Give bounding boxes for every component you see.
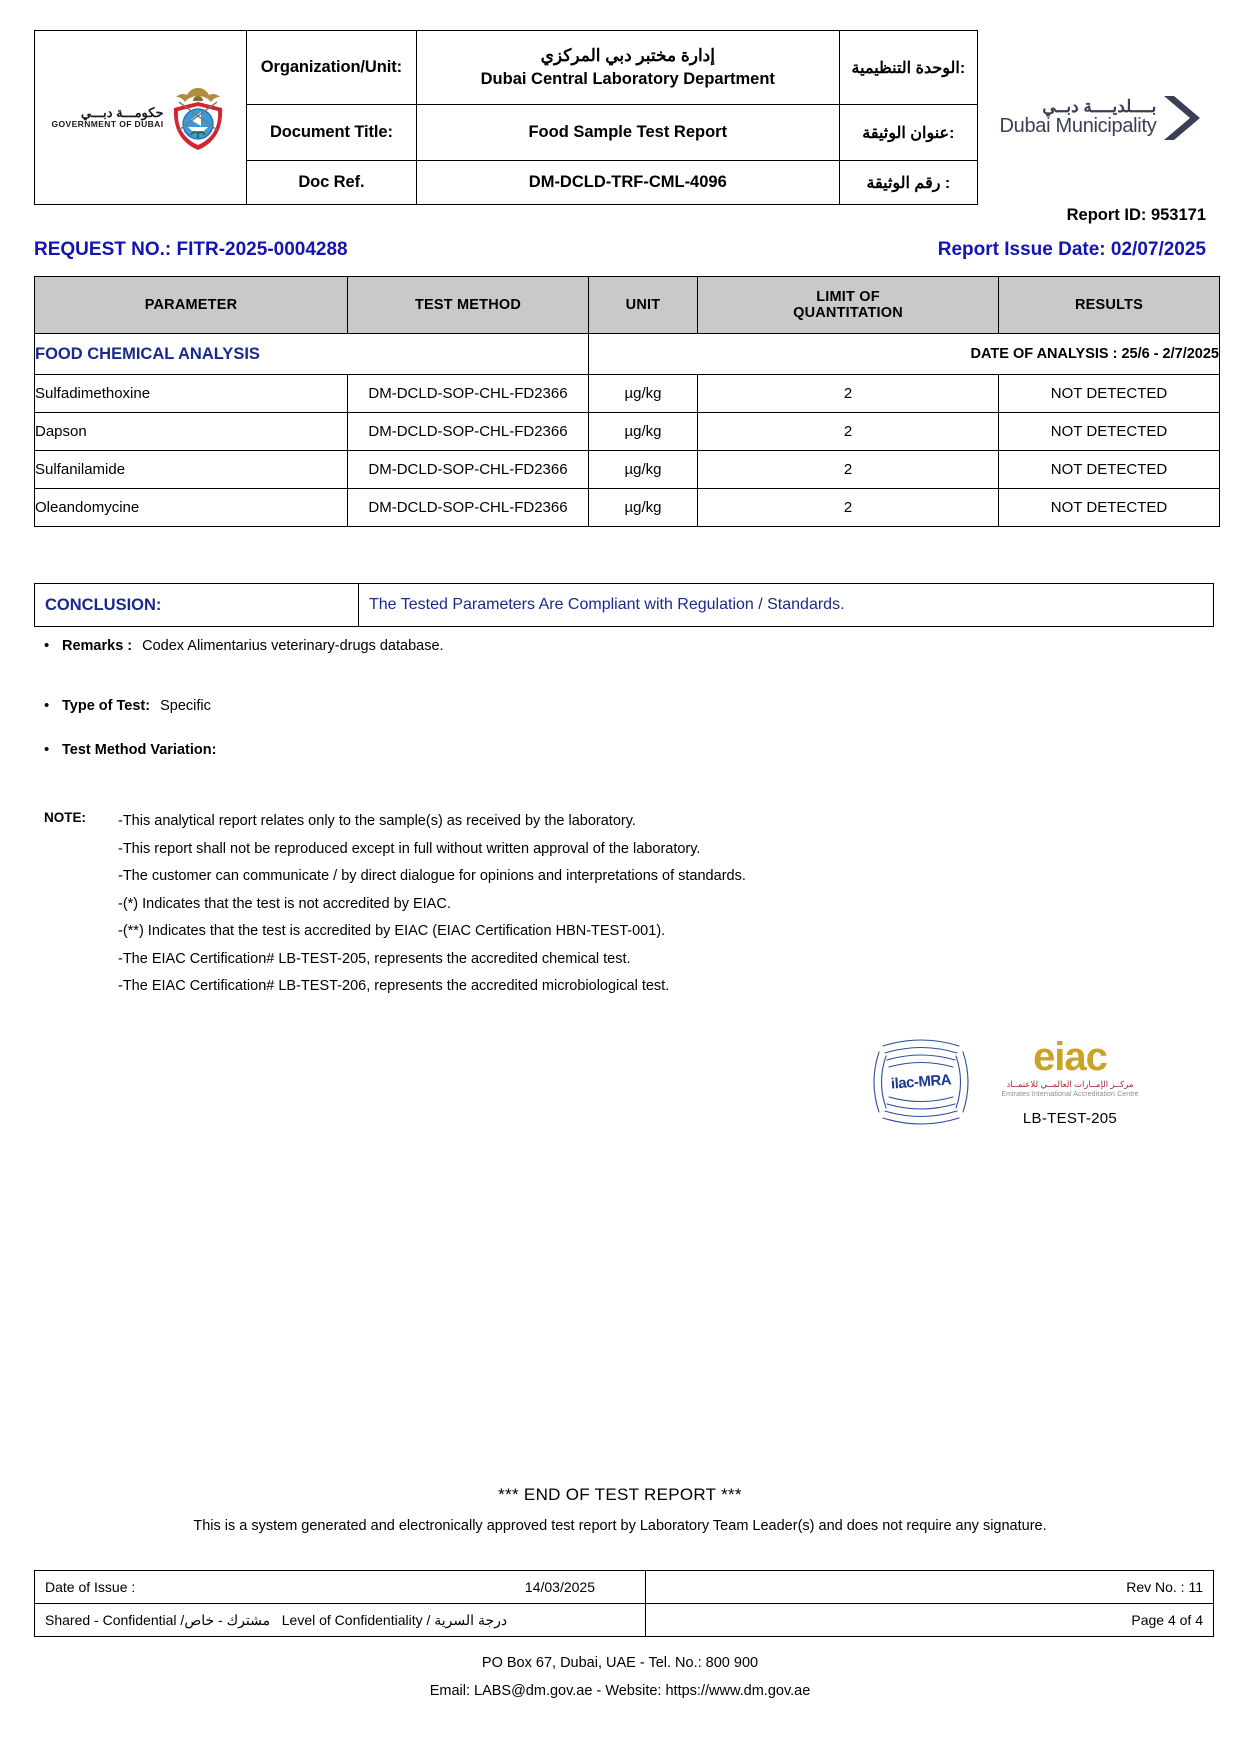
cell-result: NOT DETECTED xyxy=(999,375,1220,413)
cell-test-method: DM-DCLD-SOP-CHL-FD2366 xyxy=(348,413,589,451)
cell-test-method: DM-DCLD-SOP-CHL-FD2366 xyxy=(348,375,589,413)
bullet-dot-icon: • xyxy=(44,697,50,714)
uae-emblem-icon xyxy=(167,82,229,154)
note-line: -The EIAC Certification# LB-TEST-205, represents the accredited chemical test. xyxy=(118,950,631,967)
col-header-parameter: PARAMETER xyxy=(35,277,348,334)
cell-loq: 2 xyxy=(698,451,999,489)
bullet-dot-icon: • xyxy=(44,741,50,758)
dm-chevron-icon xyxy=(1160,94,1202,142)
cell-result: NOT DETECTED xyxy=(999,489,1220,527)
cell-parameter: Oleandomycine xyxy=(35,489,348,527)
bullet-remarks xyxy=(44,638,1144,654)
section-header-row xyxy=(35,334,1220,375)
conclusion-text: The Tested Parameters Are Compliant with Regulation / Standards. xyxy=(359,584,1214,627)
note-lines xyxy=(118,808,1068,1001)
eiac-arabic-subtitle: مركــز الإمــارات العالمــي للاعتمــاد xyxy=(1006,1079,1134,1089)
confidentiality-ar-2: درجة السرية xyxy=(434,1611,508,1628)
accreditation-logos xyxy=(865,1022,1165,1142)
cell-loq: 2 xyxy=(698,413,999,451)
bullet-type-of-test xyxy=(44,698,1144,714)
table-row xyxy=(35,375,1220,413)
cell-unit: µg/kg xyxy=(589,451,698,489)
bullet-test-method-variation xyxy=(44,742,1144,758)
footer-table xyxy=(34,1570,1214,1637)
footer-row-date-of-issue xyxy=(35,1571,1214,1604)
organization-arabic: إدارة مختبر دبي المركزي xyxy=(540,46,715,65)
eiac-wordmark: eiac xyxy=(1033,1035,1107,1079)
header-value-organization xyxy=(416,31,839,105)
document-header xyxy=(34,30,1214,205)
loq-line-2: QUANTITATION xyxy=(793,305,903,321)
loq-line-1: LIMIT OF xyxy=(816,289,880,305)
note-line: -This report shall not be reproduced except in full without written approval of the laboratory. xyxy=(118,840,701,857)
note-line: -(*) Indicates that the test is not accredited by EIAC. xyxy=(118,895,451,912)
government-of-dubai-logo-cell xyxy=(35,31,247,205)
date-of-issue-label: Date of Issue : xyxy=(45,1579,136,1595)
cell-unit: µg/kg xyxy=(589,489,698,527)
col-header-test-method: TEST METHOD xyxy=(348,277,589,334)
date-of-issue-value: 14/03/2025 xyxy=(524,1579,595,1595)
note-line: -This analytical report relates only to the sample(s) as received by the laboratory. xyxy=(118,813,636,829)
cell-test-method: DM-DCLD-SOP-CHL-FD2366 xyxy=(348,489,589,527)
conclusion-row xyxy=(35,584,1214,627)
note-label: NOTE: xyxy=(44,810,86,825)
cell-result: NOT DETECTED xyxy=(999,413,1220,451)
dm-logo-text xyxy=(1000,98,1157,137)
header-row-organization xyxy=(35,31,978,105)
results-header-row xyxy=(35,277,1220,334)
report-issue-date: Report Issue Date: 02/07/2025 xyxy=(937,239,1206,260)
cell-test-method: DM-DCLD-SOP-CHL-FD2366 xyxy=(348,451,589,489)
results-table-body xyxy=(35,334,1220,527)
dubai-municipality-logo-cell xyxy=(978,30,1214,205)
gov-logo-text xyxy=(52,106,164,130)
cell-unit: µg/kg xyxy=(589,375,698,413)
ilac-mra-label: ilac-MRA xyxy=(890,1071,952,1093)
cell-result: NOT DETECTED xyxy=(999,451,1220,489)
request-number: REQUEST NO.: FITR-2025-0004288 xyxy=(34,239,348,260)
results-table xyxy=(34,276,1220,527)
end-of-report-text: *** END OF TEST REPORT *** xyxy=(498,1485,742,1504)
gov-logo-arabic: حكومـــة دبـــي xyxy=(80,104,164,120)
note-line: -(**) Indicates that the test is accredited by EIAC (EIAC Certification HBN-TEST-001). xyxy=(118,923,666,940)
remarks-label: Remarks : xyxy=(62,638,133,654)
cell-loq: 2 xyxy=(698,375,999,413)
header-label-organization: Organization/Unit: xyxy=(247,31,417,105)
section-title-food-chemical-analysis: FOOD CHEMICAL ANALYSIS xyxy=(35,334,589,375)
header-label-document-title: Document Title: xyxy=(247,105,417,161)
test-method-variation-label: Test Method Variation: xyxy=(62,742,217,758)
cell-unit: µg/kg xyxy=(589,413,698,451)
contact-po-box: PO Box 67, Dubai, UAE - Tel. No.: 800 900 xyxy=(481,1655,759,1671)
remarks-value: Codex Alimentarius veterinary-drugs database. xyxy=(142,638,444,654)
results-table-head xyxy=(35,277,1220,334)
footer-page-number: Page 4 of 4 xyxy=(646,1604,1214,1637)
eiac-certificate-number: LB-TEST-205 xyxy=(1022,1110,1118,1127)
footer-rev-no: Rev No. : 11 xyxy=(646,1571,1214,1604)
col-header-limit-of-quantitation xyxy=(698,277,999,334)
note-line: -The customer can communicate / by direct dialogue for opinions and interpretations of standards. xyxy=(118,868,746,885)
note-line: -The EIAC Certification# LB-TEST-206, represents the accredited microbiological test. xyxy=(118,978,670,995)
table-row xyxy=(35,451,1220,489)
type-of-test-label: Type of Test: xyxy=(62,698,151,714)
conclusion-table xyxy=(34,583,1214,627)
cell-loq: 2 xyxy=(698,489,999,527)
header-arabic-label-document-title: عنوان الوثيقة: xyxy=(839,105,977,161)
confidentiality-en-1: Shared - Confidential / xyxy=(45,1611,185,1628)
header-value-document-title: Food Sample Test Report xyxy=(416,105,839,161)
table-row xyxy=(35,489,1220,527)
footer-confidentiality-cell xyxy=(35,1604,646,1637)
header-arabic-label-doc-ref: رقم الوثيقة : xyxy=(839,161,977,205)
gov-logo-english: GOVERNMENT OF DUBAI xyxy=(51,118,164,129)
header-arabic-label-organization: الوحدة التنظيمية: xyxy=(839,31,977,105)
organization-english: Dubai Central Laboratory Department xyxy=(480,70,775,88)
type-of-test-value: Specific xyxy=(160,698,211,714)
system-generated-note: This is a system generated and electronically approved test report by Laboratory Team Leader(s) and does not require any signature. xyxy=(193,1518,1047,1534)
bullet-dot-icon: • xyxy=(44,637,50,654)
ilac-mra-logo xyxy=(865,1032,977,1132)
contact-info xyxy=(0,1650,1240,1705)
header-table xyxy=(34,30,978,205)
conclusion-label: CONCLUSION: xyxy=(35,584,359,627)
footer-row-confidentiality xyxy=(35,1604,1214,1637)
bullet-notes xyxy=(44,638,1144,758)
confidentiality-ar-1: مشترك - خاص xyxy=(184,1611,271,1628)
report-id: Report ID: 953171 xyxy=(1066,206,1206,224)
header-label-doc-ref: Doc Ref. xyxy=(247,161,417,205)
confidentiality-en-2: Level of Confidentiality / xyxy=(281,1611,431,1628)
dm-logo-arabic: بــــلديــــة دبــي xyxy=(1042,97,1157,117)
contact-email-website: Email: LABS@dm.gov.ae - Website: https://www.dm.gov.ae xyxy=(429,1682,811,1699)
header-value-doc-ref: DM-DCLD-TRF-CML-4096 xyxy=(416,161,839,205)
eiac-english-subtitle: Emirates International Accreditation Centre xyxy=(1001,1091,1139,1098)
col-header-unit: UNIT xyxy=(589,277,698,334)
col-header-results: RESULTS xyxy=(999,277,1220,334)
government-of-dubai-logo xyxy=(35,78,246,158)
dubai-municipality-logo xyxy=(1000,94,1203,142)
table-row xyxy=(35,413,1220,451)
date-of-analysis: DATE OF ANALYSIS : 25/6 - 2/7/2025 xyxy=(589,334,1220,375)
cell-parameter: Sulfanilamide xyxy=(35,451,348,489)
dm-logo-english: Dubai Municipality xyxy=(999,114,1157,137)
cell-parameter: Dapson xyxy=(35,413,348,451)
footer-date-of-issue-cell xyxy=(35,1571,646,1604)
eiac-logo xyxy=(981,1030,1159,1135)
cell-parameter: Sulfadimethoxine xyxy=(35,375,348,413)
